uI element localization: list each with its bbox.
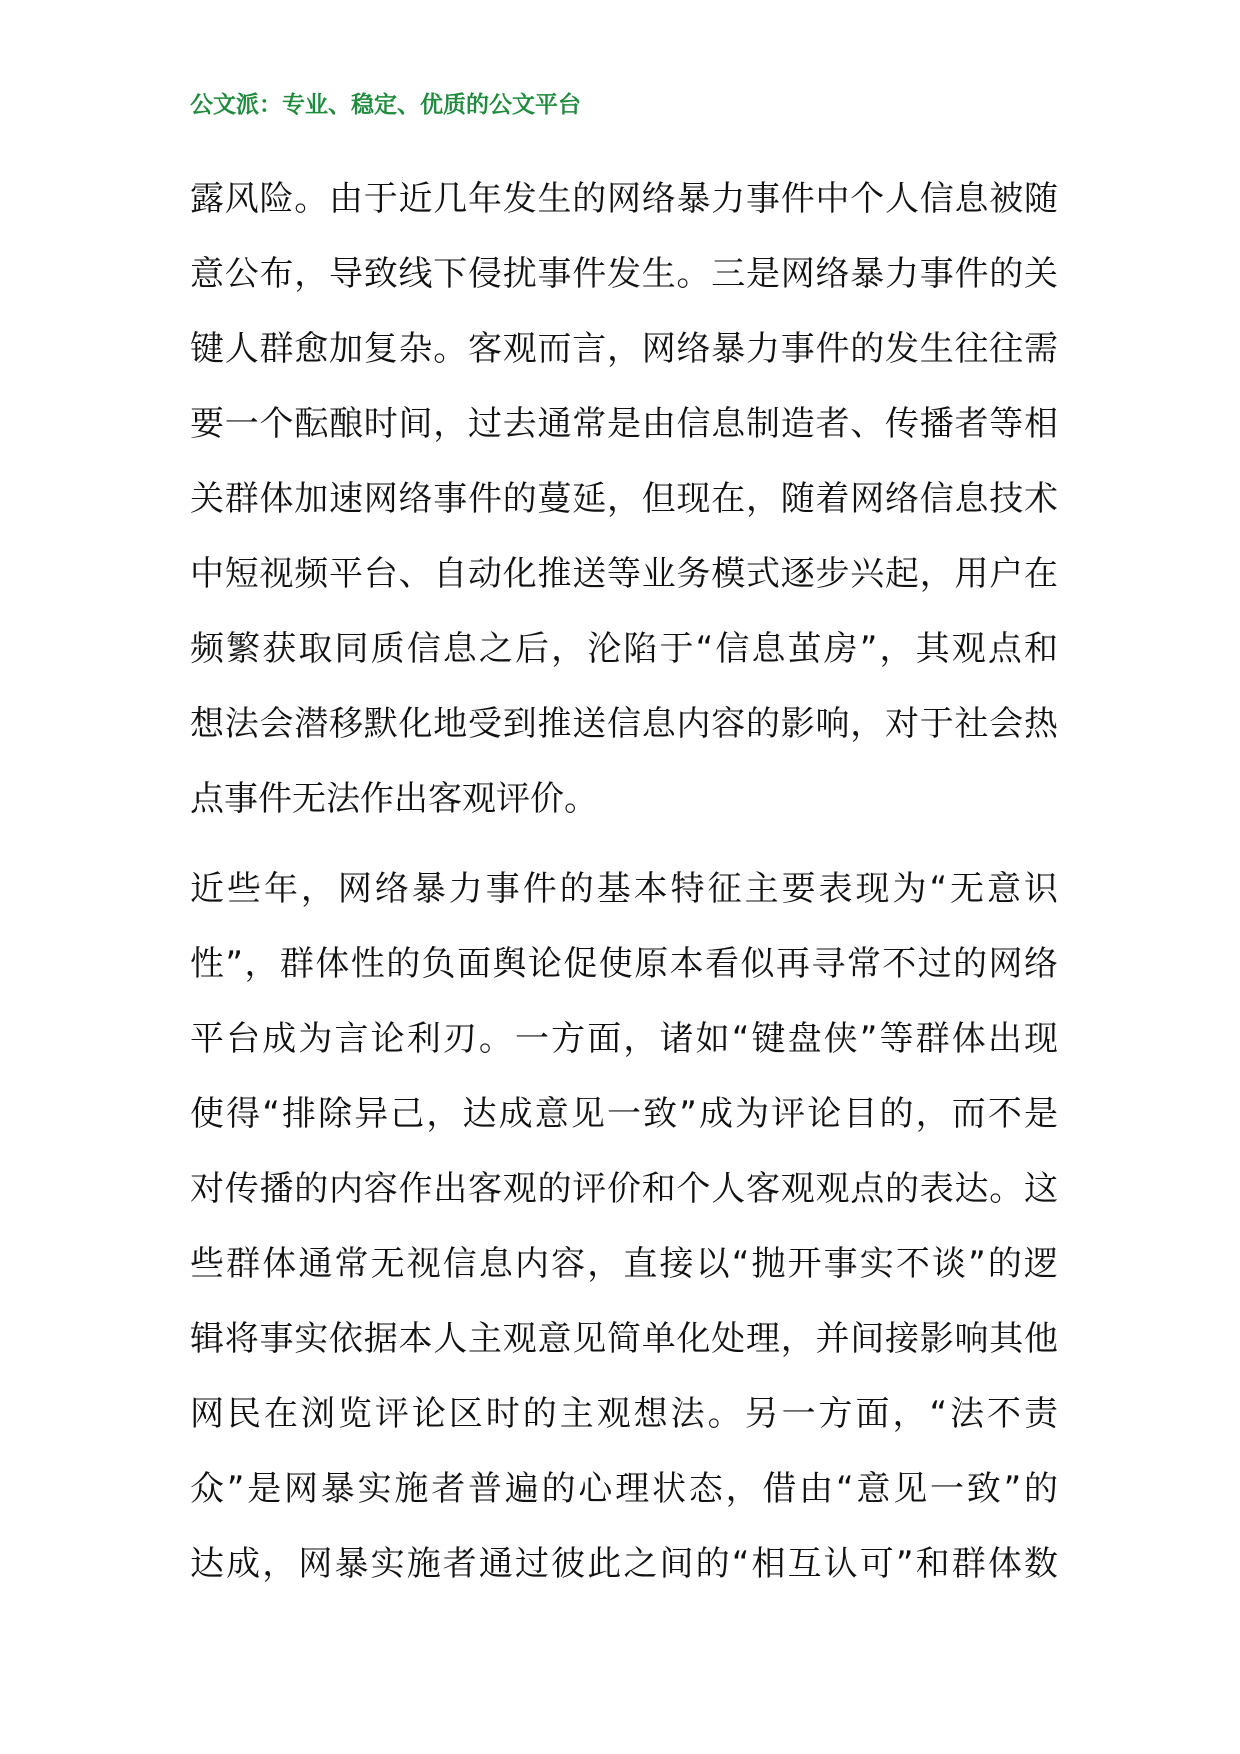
document-header: 公文派：专业、稳定、优质的公文平台 bbox=[190, 91, 581, 118]
text-line: 频繁获取同质信息之后，沦陷于“信息茧房”，其观点和 bbox=[190, 629, 1058, 669]
text-line: 近些年，网络暴力事件的基本特征主要表现为“无意识 bbox=[190, 869, 1058, 909]
text-line: 性”，群体性的负面舆论促使原本看似再寻常不过的网络 bbox=[190, 944, 1058, 984]
text-line: 些群体通常无视信息内容，直接以“抛开事实不谈”的逻 bbox=[190, 1244, 1058, 1284]
text-line: 点事件无法作出客观评价。 bbox=[190, 779, 598, 819]
text-line: 平台成为言论利刃。一方面，诸如“键盘侠”等群体出现 bbox=[190, 1019, 1058, 1059]
text-line: 关群体加速网络事件的蔓延，但现在，随着网络信息技术 bbox=[190, 479, 1058, 519]
text-line: 要一个酝酿时间，过去通常是由信息制造者、传播者等相 bbox=[190, 404, 1058, 444]
text-line: 使得“排除异己，达成意见一致”成为评论目的，而不是 bbox=[190, 1094, 1058, 1134]
text-line: 网民在浏览评论区时的主观想法。另一方面，“法不责 bbox=[190, 1394, 1058, 1434]
paragraph-2 bbox=[190, 852, 1058, 1602]
paragraph-1 bbox=[190, 162, 1058, 837]
text-line: 想法会潜移默化地受到推送信息内容的影响，对于社会热 bbox=[190, 704, 1058, 744]
text-line: 辑将事实依据本人主观意见简单化处理，并间接影响其他 bbox=[190, 1319, 1058, 1359]
text-line: 众”是网暴实施者普遍的心理状态，借由“意见一致”的 bbox=[190, 1469, 1058, 1509]
text-line: 对传播的内容作出客观的评价和个人客观观点的表达。这 bbox=[190, 1169, 1058, 1209]
text-line: 意公布，导致线下侵扰事件发生。三是网络暴力事件的关 bbox=[190, 254, 1058, 294]
text-line: 键人群愈加复杂。客观而言，网络暴力事件的发生往往需 bbox=[190, 329, 1058, 369]
text-line: 达成，网暴实施者通过彼此之间的“相互认可”和群体数 bbox=[190, 1544, 1058, 1584]
text-line: 中短视频平台、自动化推送等业务模式逐步兴起，用户在 bbox=[190, 554, 1058, 594]
text-line: 露风险。由于近几年发生的网络暴力事件中个人信息被随 bbox=[190, 179, 1058, 219]
